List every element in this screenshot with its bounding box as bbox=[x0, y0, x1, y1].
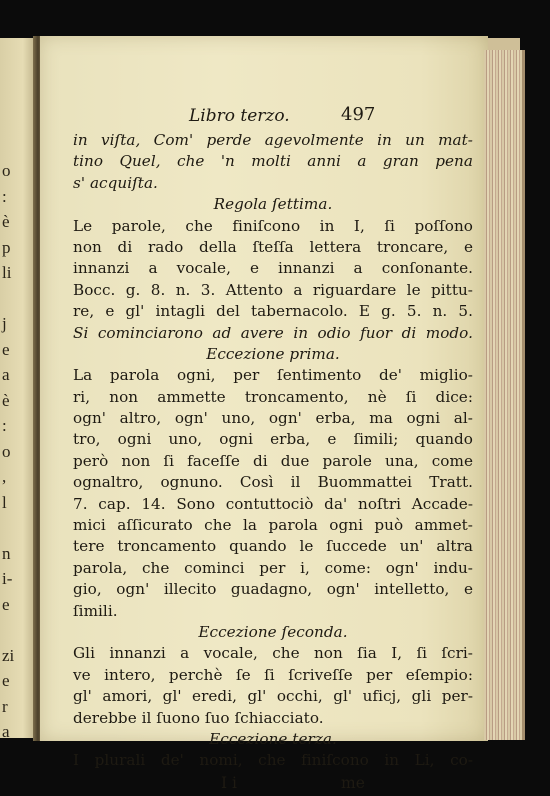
page-number: 497 bbox=[341, 104, 376, 125]
left-page-margin-text: o : è p li j e a è : o , l n i- e zi e r a bbox=[2, 161, 15, 741]
catchword: me bbox=[341, 773, 365, 792]
text-line: gio, ogn' illecito guadagno, ogn' intelletto, e bbox=[73, 580, 473, 599]
text-line: però non ſi faceſſe di due parole una, come bbox=[73, 451, 473, 470]
text-line: Bocc. g. 8. n. 3. Attento a riguardare le pittu- bbox=[73, 280, 473, 299]
text-line: ognaltro, ognuno. Così il Buommattei Tratt. bbox=[73, 473, 473, 492]
page-edges bbox=[484, 50, 525, 740]
running-header bbox=[73, 106, 473, 130]
text-line: s' acquiſta. bbox=[73, 173, 158, 192]
text-line: ri, non ammette troncamento, nè ſi dice: bbox=[73, 387, 473, 406]
text-line: gl' amori, gl' eredi, gl' occhi, gl' uficj, gli per- bbox=[73, 687, 473, 706]
text-line: Gli innanzi a vocale, che non ſia I, ſi ſcri- bbox=[73, 644, 473, 663]
text-line: I plurali de' nomi, che finiſcono in Li, co- bbox=[73, 751, 473, 770]
body-text bbox=[73, 130, 473, 772]
section-heading: Eccezione terza. bbox=[209, 729, 337, 748]
text-line: derebbe il ſuono ſuo ſchiacciato. bbox=[73, 708, 324, 727]
text-line: La parola ogni, per ſentimento de' miglio- bbox=[73, 366, 473, 385]
section-heading: Regola ſettima. bbox=[213, 195, 333, 214]
running-title: Libro terzo. bbox=[189, 106, 290, 126]
page-footer bbox=[73, 774, 473, 796]
text-line: parola, che cominci per i, come: ogn' indu- bbox=[73, 558, 473, 577]
page-content bbox=[73, 106, 473, 796]
text-line: Si cominciarono ad avere in odio fuor di modo. bbox=[73, 323, 473, 342]
text-line: Le parole, che finiſcono in I, ſi poſſono bbox=[73, 216, 473, 235]
text-line: mici aſſicurato che la parola ogni può ammet- bbox=[73, 516, 473, 535]
text-line: 7. cap. 14. Sono contuttociò da' noſtri Accade- bbox=[73, 494, 473, 513]
text-line: ogn' altro, ogn' uno, ogn' erba, ma ogni al- bbox=[73, 409, 473, 428]
section-heading: Eccezione ſeconda. bbox=[198, 622, 348, 641]
section-heading: Eccezione prima. bbox=[206, 344, 340, 363]
text-line: re, e gl' intagli del tabernacolo. E g. 5. n. 5. bbox=[73, 302, 473, 321]
text-line: ve intero, perchè ſe ſi ſcriveſſe per eſempio: bbox=[73, 665, 473, 684]
text-line: tino Quel, che 'n molti anni a gran pena bbox=[73, 152, 473, 171]
signature-mark: I i bbox=[221, 773, 238, 792]
text-line: tro, ogni uno, ogni erba, e ſimili; quando bbox=[73, 430, 473, 449]
text-line: non di rado della ſteſſa lettera troncare, e bbox=[73, 237, 473, 256]
text-line: in viſta, Com' perde agevolmente in un mat- bbox=[73, 131, 473, 149]
text-line: innanzi a vocale, e innanzi a conſonante. bbox=[73, 259, 473, 278]
text-line: ſimili. bbox=[73, 601, 118, 620]
text-line: tere troncamento quando le ſuccede un' altra bbox=[73, 537, 473, 556]
